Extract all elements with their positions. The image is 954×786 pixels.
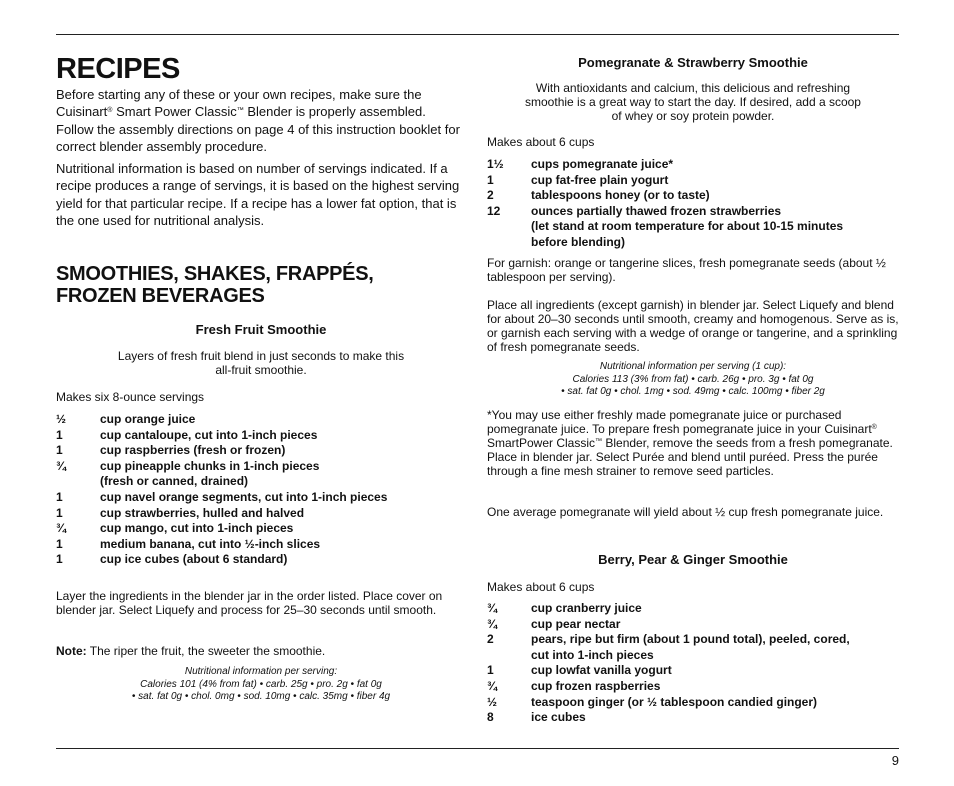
ingredient-row xyxy=(487,663,899,679)
ingredient-qty: 1 xyxy=(56,489,63,504)
page-number: 9 xyxy=(891,753,899,768)
trademark-mark: ™ xyxy=(236,107,244,115)
ingredient-text: cut into 1-inch pieces xyxy=(531,647,654,662)
ingredient-text: cup fat-free plain yogurt xyxy=(531,172,669,187)
ingredient-qty: ¾ xyxy=(487,616,498,631)
pomegranate-nutrition xyxy=(487,361,899,399)
ingredient-text: cup cantaloupe, cut into 1-inch pieces xyxy=(100,427,318,442)
section-heading xyxy=(56,263,374,307)
registered-mark: ® xyxy=(871,424,877,431)
nutrition-line: • sat. fat 0g • chol. 1mg • sod. 49mg • calc. 100mg • fiber 2g xyxy=(561,386,825,397)
ingredient-row xyxy=(487,648,899,664)
ingredient-text: teaspoon ginger (or ½ tablespoon candied ginger) xyxy=(531,694,818,709)
berry-ingredients xyxy=(487,601,899,726)
ingredient-qty xyxy=(487,219,531,235)
nutrition-line: Calories 113 (3% from fat) • carb. 26g • pro. 3g • fat 0g xyxy=(572,373,814,385)
ingredient-qty: 1 xyxy=(56,505,63,520)
ingredient-qty: 1 xyxy=(56,552,63,567)
intro-text-c: Blender is properly assembled. Follow the assembly directions on page 4 of this instruction booklet for correct blender assembly procedure. xyxy=(56,104,460,155)
ingredient-qty: 2 xyxy=(487,188,494,203)
ingredient-text: cup pear nectar xyxy=(531,616,621,631)
pomegranate-yield-note: One average pomegranate will yield about ½ cup fresh pomegranate juice. xyxy=(487,505,884,519)
ingredient-row xyxy=(56,428,466,444)
ingredient-text: cup navel orange segments, cut into 1-inch pieces xyxy=(100,489,388,504)
page-title: RECIPES xyxy=(56,53,180,85)
pomegranate-yield: Makes about 6 cups xyxy=(487,135,595,149)
ingredient-text: cup orange juice xyxy=(100,412,196,426)
berry-title: Berry, Pear & Ginger Smoothie xyxy=(598,552,788,567)
ingredient-text: before blending) xyxy=(531,234,625,249)
fresh-fruit-yield: Makes six 8-ounce servings xyxy=(56,390,205,404)
pomegranate-description xyxy=(487,81,899,123)
ingredient-qty: ½ xyxy=(56,412,67,426)
section-heading-line-1: SMOOTHIES, SHAKES, FRAPPÉS, xyxy=(56,263,374,285)
ingredient-row xyxy=(56,412,466,428)
ingredient-text: ounces partially thawed frozen strawberries xyxy=(531,203,782,218)
ingredient-text: cup mango, cut into 1-inch pieces xyxy=(100,521,294,536)
nutrition-line: • sat. fat 0g • chol. 0mg • sod. 10mg • calc. 35mg • fiber 4g xyxy=(131,691,391,702)
ingredient-text: tablespoons honey (or to taste) xyxy=(531,188,710,203)
ingredient-row xyxy=(487,632,899,648)
fresh-fruit-nutrition xyxy=(56,666,466,704)
ingredient-qty: 1 xyxy=(56,443,63,458)
ingredient-row xyxy=(56,521,466,537)
footnote-text-c: Blender, remove the seeds from a fresh pomegranate. Place in blender jar. Select Purée and blend until puréed. Press the purée through a fine mesh strainer to remove seed particles. xyxy=(487,436,893,478)
ingredient-row xyxy=(487,601,899,617)
ingredient-row xyxy=(56,459,466,475)
ingredient-text: cups pomegranate juice* xyxy=(531,157,674,171)
bottom-rule xyxy=(56,748,899,749)
description-line: of whey or soy protein powder. xyxy=(611,109,775,123)
berry-yield: Makes about 6 cups xyxy=(487,580,595,594)
ingredient-qty: ¾ xyxy=(487,601,498,615)
ingredient-row xyxy=(56,490,466,506)
registered-mark: ® xyxy=(107,107,113,115)
ingredient-qty: 1 xyxy=(56,427,63,442)
fresh-fruit-ingredients xyxy=(56,412,466,568)
ingredient-qty: 1 xyxy=(487,663,494,678)
fresh-fruit-title: Fresh Fruit Smoothie xyxy=(195,322,327,337)
description-line: With antioxidants and calcium, this delicious and refreshing xyxy=(535,81,851,95)
ingredient-row xyxy=(487,679,899,695)
trademark-mark: ™ xyxy=(595,438,603,445)
ingredient-text: cup pineapple chunks in 1-inch pieces xyxy=(100,458,320,473)
ingredient-text: cup raspberries (fresh or frozen) xyxy=(100,443,286,458)
ingredient-qty: 1½ xyxy=(487,157,504,171)
fresh-fruit-method: Layer the ingredients in the blender jar in the order listed. Place cover on blender jar. Select Liquefy and process for 25–30 seconds until smooth. xyxy=(56,589,443,617)
ingredient-qty: ½ xyxy=(487,694,498,709)
fresh-fruit-description xyxy=(56,349,466,377)
note-text: The riper the fruit, the sweeter the smoothie. xyxy=(86,644,326,658)
ingredient-qty: 1 xyxy=(487,172,494,187)
ingredient-qty: 1 xyxy=(56,536,63,551)
intro-paragraph-2: Nutritional information is based on number of servings indicated. If a recipe produces a range of servings, it is based on the highest serving yield for that particular recipe. If a recipe has a lower fat option, that is the one used for nutritional analysis. xyxy=(56,161,460,229)
intro-text-b: Smart Power Classic xyxy=(112,104,237,120)
ingredient-text: cup cranberry juice xyxy=(531,601,642,615)
ingredient-row xyxy=(56,537,466,553)
pomegranate-title: Pomegranate & Strawberry Smoothie xyxy=(578,55,808,70)
pomegranate-method: Place all ingredients (except garnish) in blender jar. Select Liquefy and blend for about 20–30 seconds until smooth, creamy and homogenous. Serve as is, or garnish each serving with a wedge of orange or tangerine, and a sprinkling of fresh pomegranate seeds. xyxy=(487,298,899,354)
ingredient-row xyxy=(487,157,899,173)
footnote-text-b: SmartPower Classic xyxy=(487,436,596,450)
ingredient-qty: ¾ xyxy=(56,458,67,473)
intro-text-a: Before starting any of these or your own recipes, make sure the Cuisinart xyxy=(56,87,422,120)
ingredient-text: cup ice cubes (about 6 standard) xyxy=(100,552,288,567)
ingredient-row xyxy=(487,710,899,726)
pomegranate-footnote xyxy=(487,408,899,478)
ingredient-row xyxy=(487,617,899,633)
ingredient-qty: ¾ xyxy=(56,521,67,536)
ingredient-row xyxy=(56,552,466,568)
ingredient-qty: 8 xyxy=(487,710,494,725)
nutrition-line: Nutritional information per serving (1 cup): xyxy=(599,361,787,372)
fresh-fruit-note xyxy=(56,644,466,658)
ingredient-row xyxy=(487,204,899,220)
section-heading-line-2: FROZEN BEVERAGES xyxy=(56,285,265,307)
ingredient-qty xyxy=(487,648,531,664)
pomegranate-garnish: For garnish: orange or tangerine slices, fresh pomegranate seeds (about ½ tablespoon per serving). xyxy=(487,256,886,284)
footnote-text-a: *You may use either freshly made pomegranate juice or purchased pomegranate juice. To prepare fresh pomegranate juice in your Cuisinart xyxy=(487,408,872,436)
ingredient-qty xyxy=(487,235,531,251)
ingredient-text: cup strawberries, hulled and halved xyxy=(100,505,305,520)
ingredient-text: (fresh or canned, drained) xyxy=(100,474,249,489)
pomegranate-ingredients xyxy=(487,157,899,251)
description-line: smoothie is a great way to start the day. If desired, add a scoop xyxy=(525,95,861,109)
ingredient-text: (let stand at room temperature for about 10-15 minutes xyxy=(531,219,844,234)
ingredient-row xyxy=(487,235,899,251)
nutrition-line: Calories 101 (4% from fat) • carb. 25g • pro. 2g • fat 0g xyxy=(140,678,382,690)
description-line: all-fruit smoothie. xyxy=(215,363,307,377)
ingredient-row xyxy=(56,506,466,522)
description-line: Layers of fresh fruit blend in just seconds to make this xyxy=(117,349,405,363)
ingredient-text: cup frozen raspberries xyxy=(531,678,661,693)
ingredient-row xyxy=(56,474,466,490)
ingredient-text: cup lowfat vanilla yogurt xyxy=(531,663,672,678)
ingredient-qty: 2 xyxy=(487,632,494,647)
ingredient-row xyxy=(487,188,899,204)
ingredient-text: medium banana, cut into ½-inch slices xyxy=(100,536,321,551)
ingredient-text: ice cubes xyxy=(531,710,586,725)
ingredient-row xyxy=(487,173,899,189)
intro-paragraph-1 xyxy=(56,86,466,156)
ingredient-qty xyxy=(56,474,100,490)
ingredient-row xyxy=(487,219,899,235)
ingredient-qty: 12 xyxy=(487,203,501,218)
nutrition-line: Nutritional information per serving: xyxy=(184,666,338,677)
ingredient-row xyxy=(56,443,466,459)
note-label: Note: xyxy=(56,644,87,658)
top-rule xyxy=(56,34,899,35)
ingredient-qty: ¾ xyxy=(487,678,498,693)
ingredient-row xyxy=(487,695,899,711)
ingredient-text: pears, ripe but firm (about 1 pound total), peeled, cored, xyxy=(531,632,850,647)
